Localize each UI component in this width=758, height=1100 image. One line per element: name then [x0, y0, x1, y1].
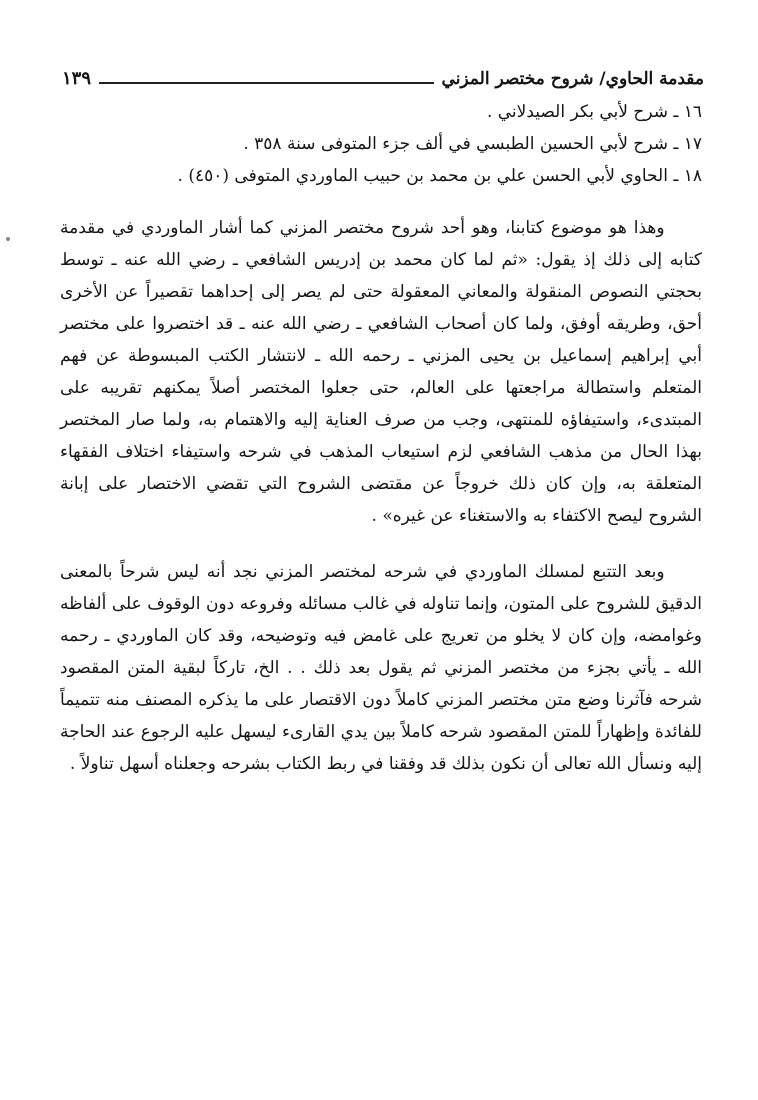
paragraph-intro-quote [60, 212, 702, 532]
paragraph-method [60, 556, 702, 780]
scan-speck [6, 237, 10, 241]
paragraph-text: وبعد التتبع لمسلك الماوردي في شرحه لمختصر المزني نجد أنه ليس شرحاً بالمعنى الدقيق للشروح على المتون، وإنما تناوله في غالب مسائله وفروعه دون الوقوف على ألفاظه وغوامضه، وإن كان لا يخلو من تعريج على غامض فيه وتوضيحه، وقد كان الماوردي ـ رحمه الله ـ يأتي بجزء من مختصر المزني ثم يقول بعد ذلك . . الخ، تاركاً لبقية المتن المقصود شرحه فآثرنا وضع متن مختصر المزني كاملاً دون الاقتصار على ما يذكره المصنف منه تتميماً للفائدة وإظهاراً للمتن المقصود شرحه كاملاً بين يدي القارىء ليسهل عليه الرجوع عند الحاجة إليه ونسأل الله تعالى أن نكون بذلك قد وفقنا في ربط الكتاب بشرحه وجعلناه أسهل تناولاً . [60, 562, 702, 774]
list-item: ١٦ ـ شرح لأبي بكر الصيدلاني . [486, 102, 702, 122]
page-header [62, 58, 704, 88]
paragraph-text: وهذا هو موضوع كتابنا، وهو أحد شروح مختصر المزني كما أشار الماوردي في مقدمة كتابه إلى ذلك إذ يقول: «ثم لما كان محمد بن إدريس الشافعي ـ رضي الله عنه ـ توسط بحجتي النصوص المنقولة والمعاني المعقولة حتى لم يصر إلى إحداهما تقصيراً عن الأخرى أحق، وطريقه أوفق، ولما كان أصحاب الشافعي ـ رضي الله عنه ـ قد اختصروا على مختصر أبي إبراهيم إسماعيل بن يحيى المزني ـ رحمه الله ـ لانتشار الكتب المبسوطة عن فهم المتعلم واستطالة مراجعتها على العالم، حتى جعلوا المختصر أصلاً يمكنهم تقريبه على المبتدىء، واستيفاؤه للمنتهى، وجب من صرف العناية إليه والاهتمام به، ولما صار المختصر بهذا الحال من مذهب الشافعي لزم استيعاب المذهب في شرحه واستيفاء اختلاف الفقهاء المتعلقة به، وإن كان ذلك خروجاً عن مقتضى الشروح التي تقضي الاختصار على إبانة الشروح ليصح الاكتفاء به والاستغناء عن غيره» . [60, 218, 702, 526]
page-number: ١٣٩ [62, 68, 92, 89]
running-title: مقدمة الحاوي/ شروح مختصر المزني [441, 69, 704, 89]
list-item: ١٧ ـ شرح لأبي الحسين الطبسي في ألف جزء المتوفى سنة ٣٥٨ . [243, 134, 702, 154]
commentaries-list [60, 96, 702, 192]
list-item: ١٨ ـ الحاوي لأبي الحسن علي بن محمد بن حبيب الماوردي المتوفى (٤٥٠) . [177, 166, 702, 186]
header-rule [99, 82, 434, 84]
